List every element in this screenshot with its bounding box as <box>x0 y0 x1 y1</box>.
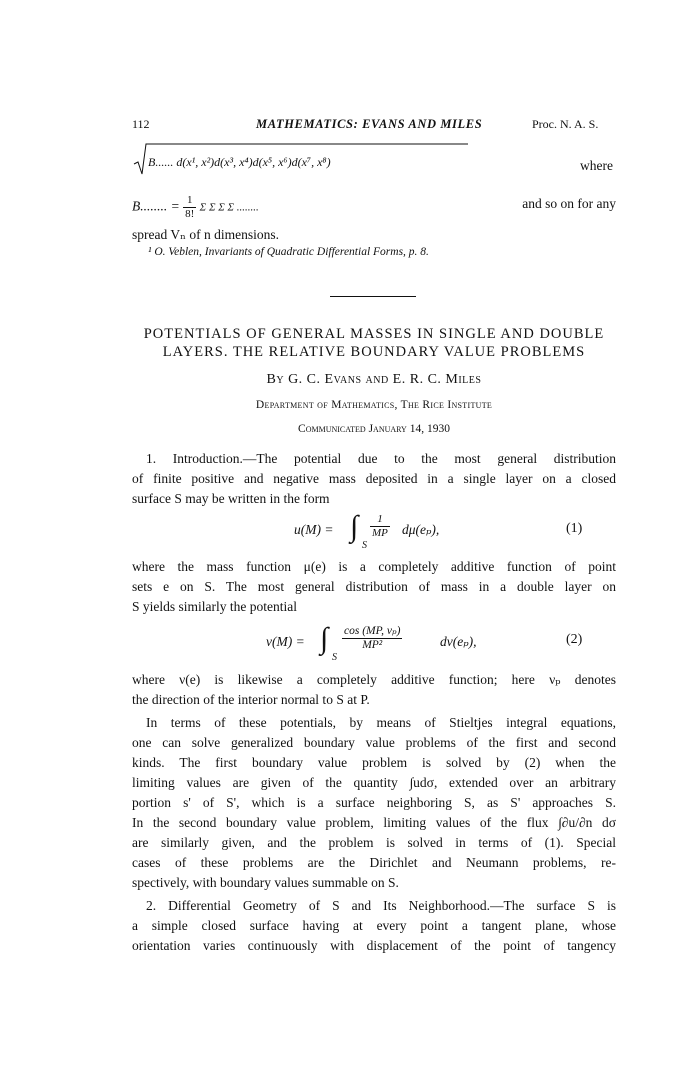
equation-1-number: (1) <box>566 521 583 536</box>
p4-line-7: are similarly given, and the problem is solved in terms of (1). Special <box>132 835 616 850</box>
p5-line-3: orientation varies continuously with displacement of the point of tangency <box>132 938 616 953</box>
p5-line-2: a simple closed surface having at every point a tangent plane, whose <box>132 918 616 933</box>
b-definition <box>132 194 616 221</box>
eq1-fraction <box>370 513 390 540</box>
p5-line-1: 2. Differential Geometry of S and Its Neighborhood.—The surface S is <box>146 898 616 913</box>
title-line-2: LAYERS. THE RELATIVE BOUNDARY VALUE PROBLEMS <box>162 344 586 360</box>
p4-line-5: portion s' of S', which is a surface neighboring S, as S' approaches S. <box>132 795 616 810</box>
p4-line-3: kinds. The first boundary value problem is solved by (2) when the <box>132 755 616 770</box>
title-line-1: POTENTIALS OF GENERAL MASSES IN SINGLE AND DOUBLE <box>143 326 605 342</box>
affiliation: Department of Mathematics, The Rice Institute <box>255 399 493 411</box>
eq1-numerator: 1 <box>370 513 390 527</box>
spread-line: spread Vₙ of n dimensions. <box>132 227 279 242</box>
radical-expression <box>132 140 462 176</box>
eq1-left: u(M) = <box>294 522 334 537</box>
eq2-subscript: S <box>332 652 337 663</box>
p3-line-1: where ν(e) is likewise a completely additive function; here νₚ denotes <box>132 672 616 687</box>
p1-line-2: of finite positive and negative mass deposited in a single layer on a closed <box>132 471 616 486</box>
p4-line-1: In terms of these potentials, by means of Stieltjes integral equations, <box>146 715 616 730</box>
p4-line-2: one can solve generalized boundary value problems of the first and second <box>132 735 616 750</box>
equation-2 <box>266 620 556 664</box>
communicated-date: Communicated January 14, 1930 <box>298 423 450 435</box>
p3-line-2: the direction of the interior normal to S at P. <box>132 692 370 707</box>
b-def-left: B........ = <box>132 198 180 214</box>
eq2-right: dν(eₚ), <box>440 634 477 649</box>
p4-line-9: spectively, with boundary values summable on S. <box>132 875 399 890</box>
eq2-denominator: MP² <box>362 639 383 651</box>
journal-name: Proc. N. A. S. <box>532 117 599 131</box>
section-divider <box>330 296 416 297</box>
integral-sign-1: ∫ <box>350 510 359 543</box>
eq2-fraction <box>342 625 402 652</box>
b-def-sums: Σ Σ Σ Σ ........ <box>199 201 259 214</box>
byline: By G. C. Evans and E. R. C. Miles <box>266 372 482 387</box>
p2-line-2: sets e on S. The most general distribution of mass in a double layer on <box>132 579 616 594</box>
running-title: MATHEMATICS: EVANS AND MILES <box>256 117 483 131</box>
p2-line-3: S yields similarly the potential <box>132 599 297 614</box>
p4-line-4: limiting values are given of the quantity ∫udσ, extended over an arbitrary <box>132 775 616 790</box>
eq2-left: v(M) = <box>266 634 305 649</box>
eq1-subscript: S <box>362 540 367 551</box>
p2-line-1: where the mass function μ(e) is a completely additive function of point <box>132 559 616 574</box>
equation-2-number: (2) <box>566 632 583 647</box>
coef-denominator: 8! <box>185 208 195 220</box>
equation-1 <box>294 510 544 550</box>
page-number: 112 <box>132 117 150 131</box>
p4-line-8: cases of these problems are the Dirichlet and Neumann problems, re- <box>132 855 616 870</box>
footnote: ¹ O. Veblen, Invariants of Quadratic Differential Forms, p. 8. <box>148 246 429 258</box>
where-label: where <box>580 158 613 173</box>
coef-numerator: 1 <box>183 194 196 208</box>
radical-content: B...... d(x¹, x²)d(x³, x⁴)d(x⁵, x⁶)d(x⁷, x⁸) <box>148 155 331 169</box>
b-def-tail: and so on for any <box>522 196 616 211</box>
eq2-numerator: cos (MP, νₚ) <box>344 625 401 637</box>
integral-sign-2: ∫ <box>320 622 329 655</box>
eq1-right: dμ(eₚ), <box>402 522 440 537</box>
eq1-denominator: MP <box>372 527 388 539</box>
p1-line-1: 1. Introduction.—The potential due to the most general distribution <box>146 451 616 466</box>
article-title <box>132 325 616 361</box>
p4-line-6: In the second boundary value problem, limiting values of the flux ∫∂u/∂n dσ <box>132 815 616 830</box>
b-def-coefficient <box>183 194 196 221</box>
p1-line-3: surface S may be written in the form <box>132 491 330 506</box>
